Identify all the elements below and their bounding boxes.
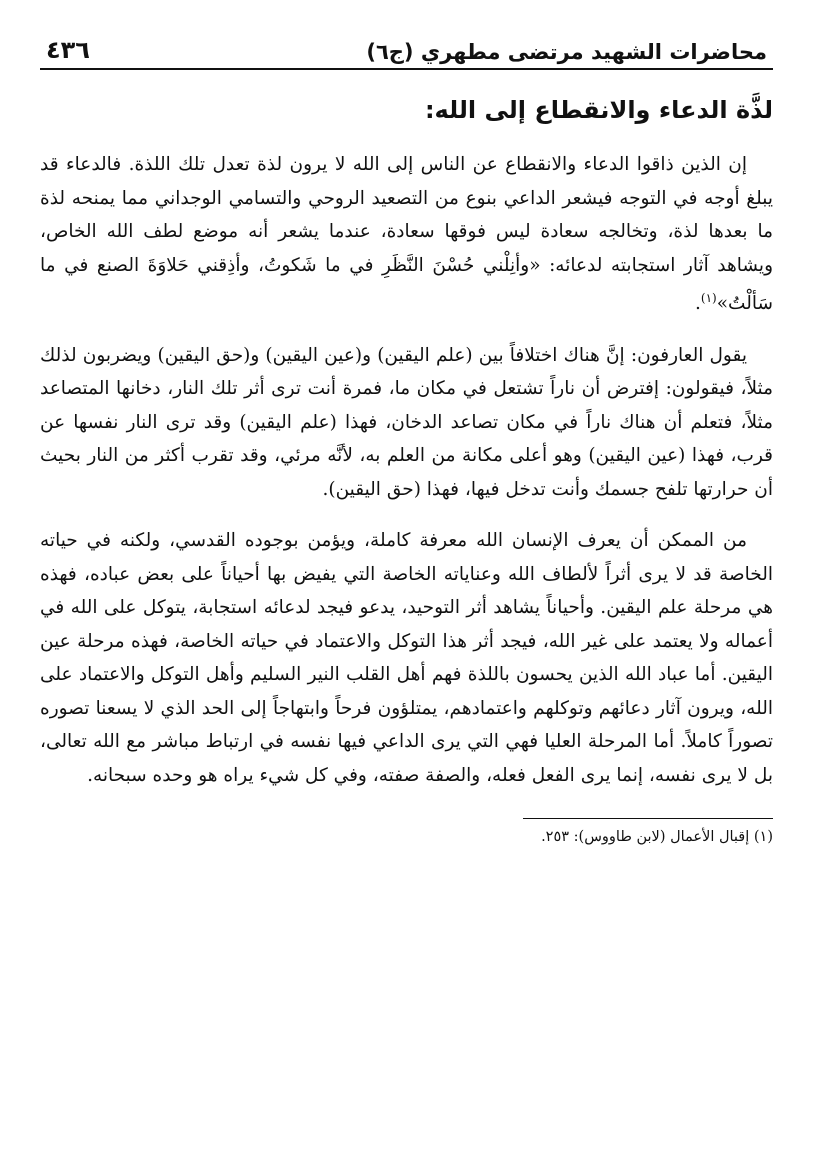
paragraph-2: يقول العارفون: إنَّ هناك اختلافاً بين (علم اليقين) و(عين اليقين) و(حق اليقين) ويضربون لذلك مثلاً، فيقولون: إفترض أن ناراً تشتعل في مكان ما، فمرة أنت ترى أثر تلك النار، دخانها المتصاعد مثلاً، فتعلم أن هناك ناراً في مكان تصاعد الدخان، فهذا (علم اليقين) وقد ترى النار نفسها عن قرب، فهذا (عين اليقين) وهو أعلى مكانة من العلم به، لأنَّه مرئي، وقد تقرب أكثر من النار بحيث أن حرارتها تلفح جسمك وأنت تدخل فيها، فهذا (حق اليقين).: [40, 344, 773, 500]
page-number: ٤٣٦: [46, 36, 90, 64]
book-title: محاضرات الشهيد مرتضى مطهري (ج٦): [366, 40, 767, 64]
footnote-divider: [523, 818, 773, 819]
running-header: [40, 24, 773, 70]
footnote: (١) إقبال الأعمال (لابن طاووس): ٢٥٣.: [541, 829, 773, 846]
section-heading: لذَّة الدعاء والانقطاع إلى الله:: [424, 96, 773, 124]
paragraph-3: من الممكن أن يعرف الإنسان الله معرفة كاملة، ويؤمن بوجوده القدسي، ولكنه في حياته الخاصة قد لا يرى أثراً لألطاف الله وعناياته الخاصة التي يفيض بها أحياناً على بعض عباده، فهذه هي مرحلة علم اليقين. وأحياناً يشاهد أثر التوحيد، يدعو فيجد لدعائه استجابة، يتوكل على الله في أعماله ولا يعتمد على غير الله، فيجد أثر هذا التوكل والاعتماد في حياته الخاصة، فهذه مرحلة عين اليقين. أما عباد الله الذين يحسون باللذة فهم أهل القلب النير السليم وأهل التوكل والاعتماد على الله، ويرون آثار دعائهم وتوكلهم واعتمادهم، يمتلؤون فرحاً وابتهاجاً إلى الحد الذي لا يسعنا تصوره تصوراً كاملاً. أما المرحلة العليا فهي التي يرى الداعي فيها نفسه في ارتباط مباشر مع الله تعالى، بل لا يرى نفسه، إنما يرى الفعل فعله، والصفة صفته، وفي كل شيء يراه هو وحده سبحانه.: [40, 530, 773, 786]
paragraph-1: [40, 148, 773, 321]
paragraph-1-text: إن الذين ذاقوا الدعاء والانقطاع عن الناس إلى الله لا يرون لذة تعدل تلك اللذة. فالدعاء قد يبلغ أوجه في التوجه فيشعر الداعي بنوع من التصعيد الروحي والتسامي الوجداني مما يمنحه لذة ما بعدها لذة، وتخالجه سعادة ليس فوقها سعادة، عندما يشعر أنه موضع لطف الله الخاص، ويشاهد آثار استجابته لدعائه: «وأنِلْني حُسْنَ النَّظَرِ في ما شَكوتُ، وأذِقني حَلاوَةَ الصنع في ما سَألْتُ»: [40, 154, 773, 315]
paragraph-1-end: .: [695, 293, 701, 315]
footnote-reference: (١): [700, 291, 717, 305]
book-page: [40, 24, 773, 1130]
